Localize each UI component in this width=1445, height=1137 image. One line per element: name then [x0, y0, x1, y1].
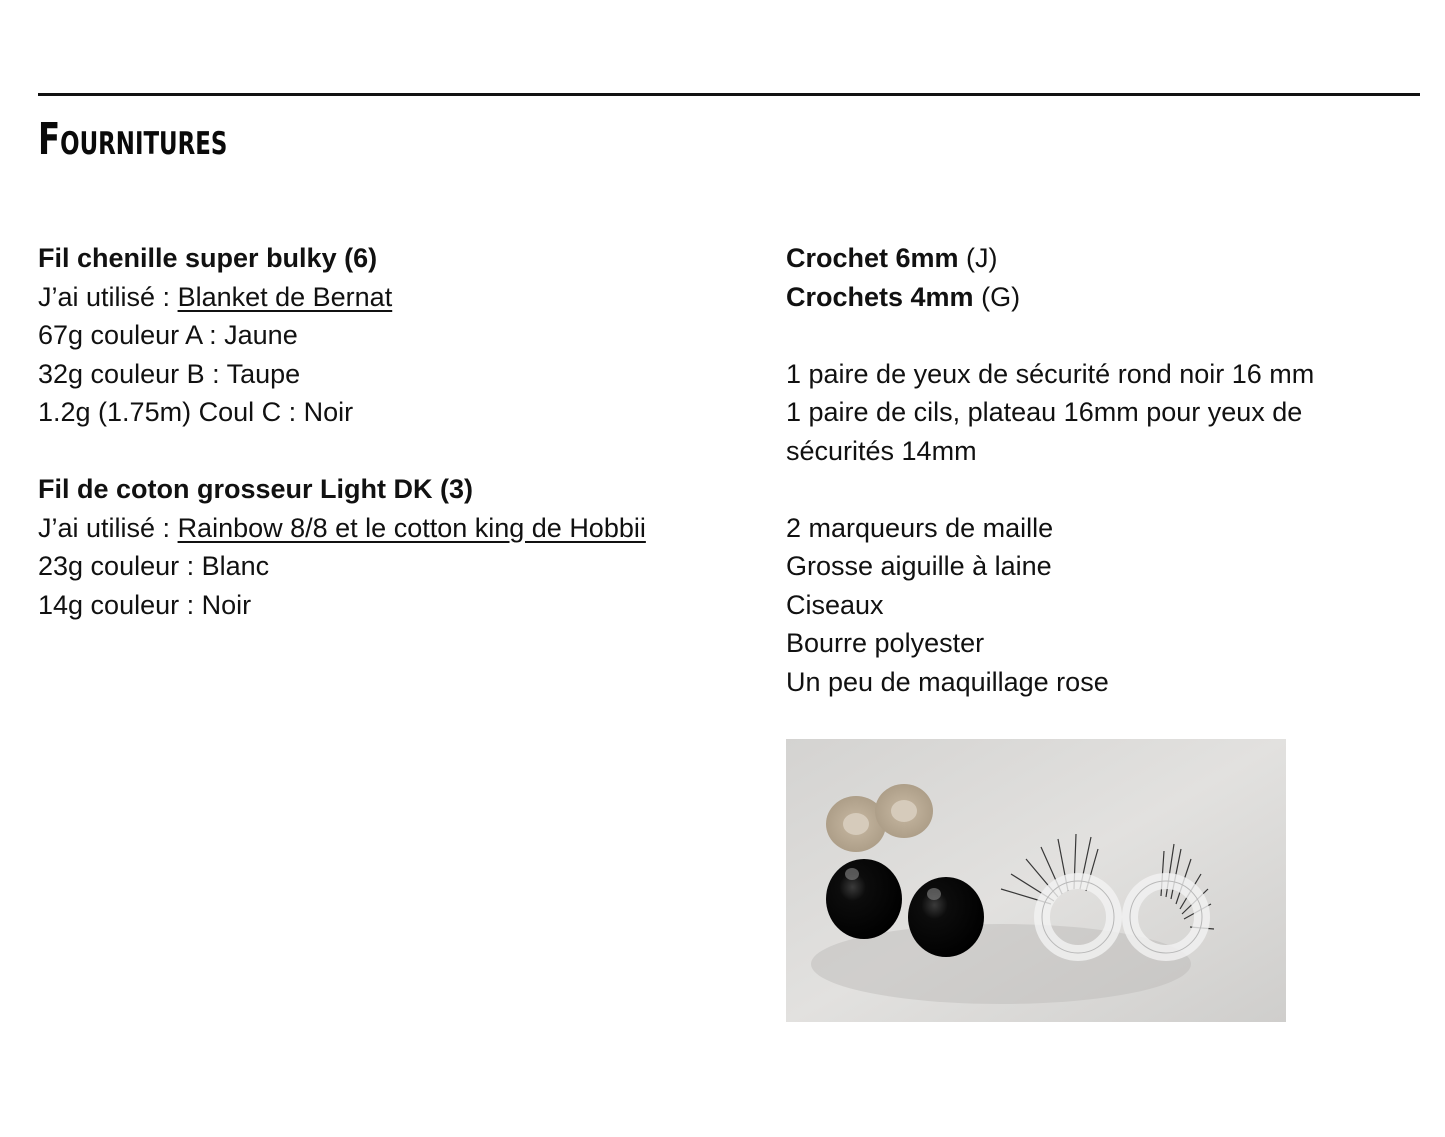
supplies-column: [786, 239, 1406, 701]
lashes-item: 1 paire de cils, plateau 16mm pour yeux de sécurités 14mm: [786, 397, 1303, 466]
yarn2-used: [38, 509, 758, 548]
tool-item: 2 marqueurs de maille: [786, 512, 1054, 543]
yarn1-brand-link[interactable]: Blanket de Bernat: [177, 281, 393, 312]
yarn1-heading: Fil chenille super bulky (6): [38, 243, 378, 273]
top-divider: [38, 93, 1420, 96]
hook-letter: (J): [958, 243, 998, 273]
yarn1-line: 67g couleur A : Jaune: [38, 320, 298, 350]
page-title: Fournitures: [38, 114, 228, 165]
hook-item: [786, 278, 1406, 317]
yarn1-line: 32g couleur B : Taupe: [38, 358, 301, 389]
eyes-item: 1 paire de yeux de sécurité rond noir 16 mm: [786, 358, 1315, 389]
hook-size: Crochet 6mm: [786, 243, 959, 273]
hook-size: Crochets 4mm: [786, 281, 974, 312]
yarn2-heading: Fil de coton grosseur Light DK (3): [38, 474, 474, 504]
yarn2-line: 14g couleur : Noir: [38, 589, 252, 620]
tool-item: Grosse aiguille à laine: [786, 551, 1052, 581]
used-prefix: J’ai utilisé :: [38, 512, 178, 543]
yarn2-brand-link[interactable]: Rainbow 8/8 et le cotton king de Hobbii: [177, 512, 646, 543]
yarn1-used: [38, 278, 758, 317]
tool-item: Ciseaux: [786, 589, 884, 620]
tool-item: Bourre polyester: [786, 628, 985, 658]
used-prefix: J’ai utilisé :: [38, 281, 178, 312]
safety-eyes-photo: [786, 739, 1286, 1022]
yarn1-line: 1.2g (1.75m) Coul C : Noir: [38, 397, 354, 427]
hook-letter: (G): [973, 281, 1021, 312]
tool-item: Un peu de maquillage rose: [786, 666, 1109, 697]
yarn2-line: 23g couleur : Blanc: [38, 551, 270, 581]
hook-item: [786, 239, 1406, 278]
yarn-column: [38, 239, 758, 624]
